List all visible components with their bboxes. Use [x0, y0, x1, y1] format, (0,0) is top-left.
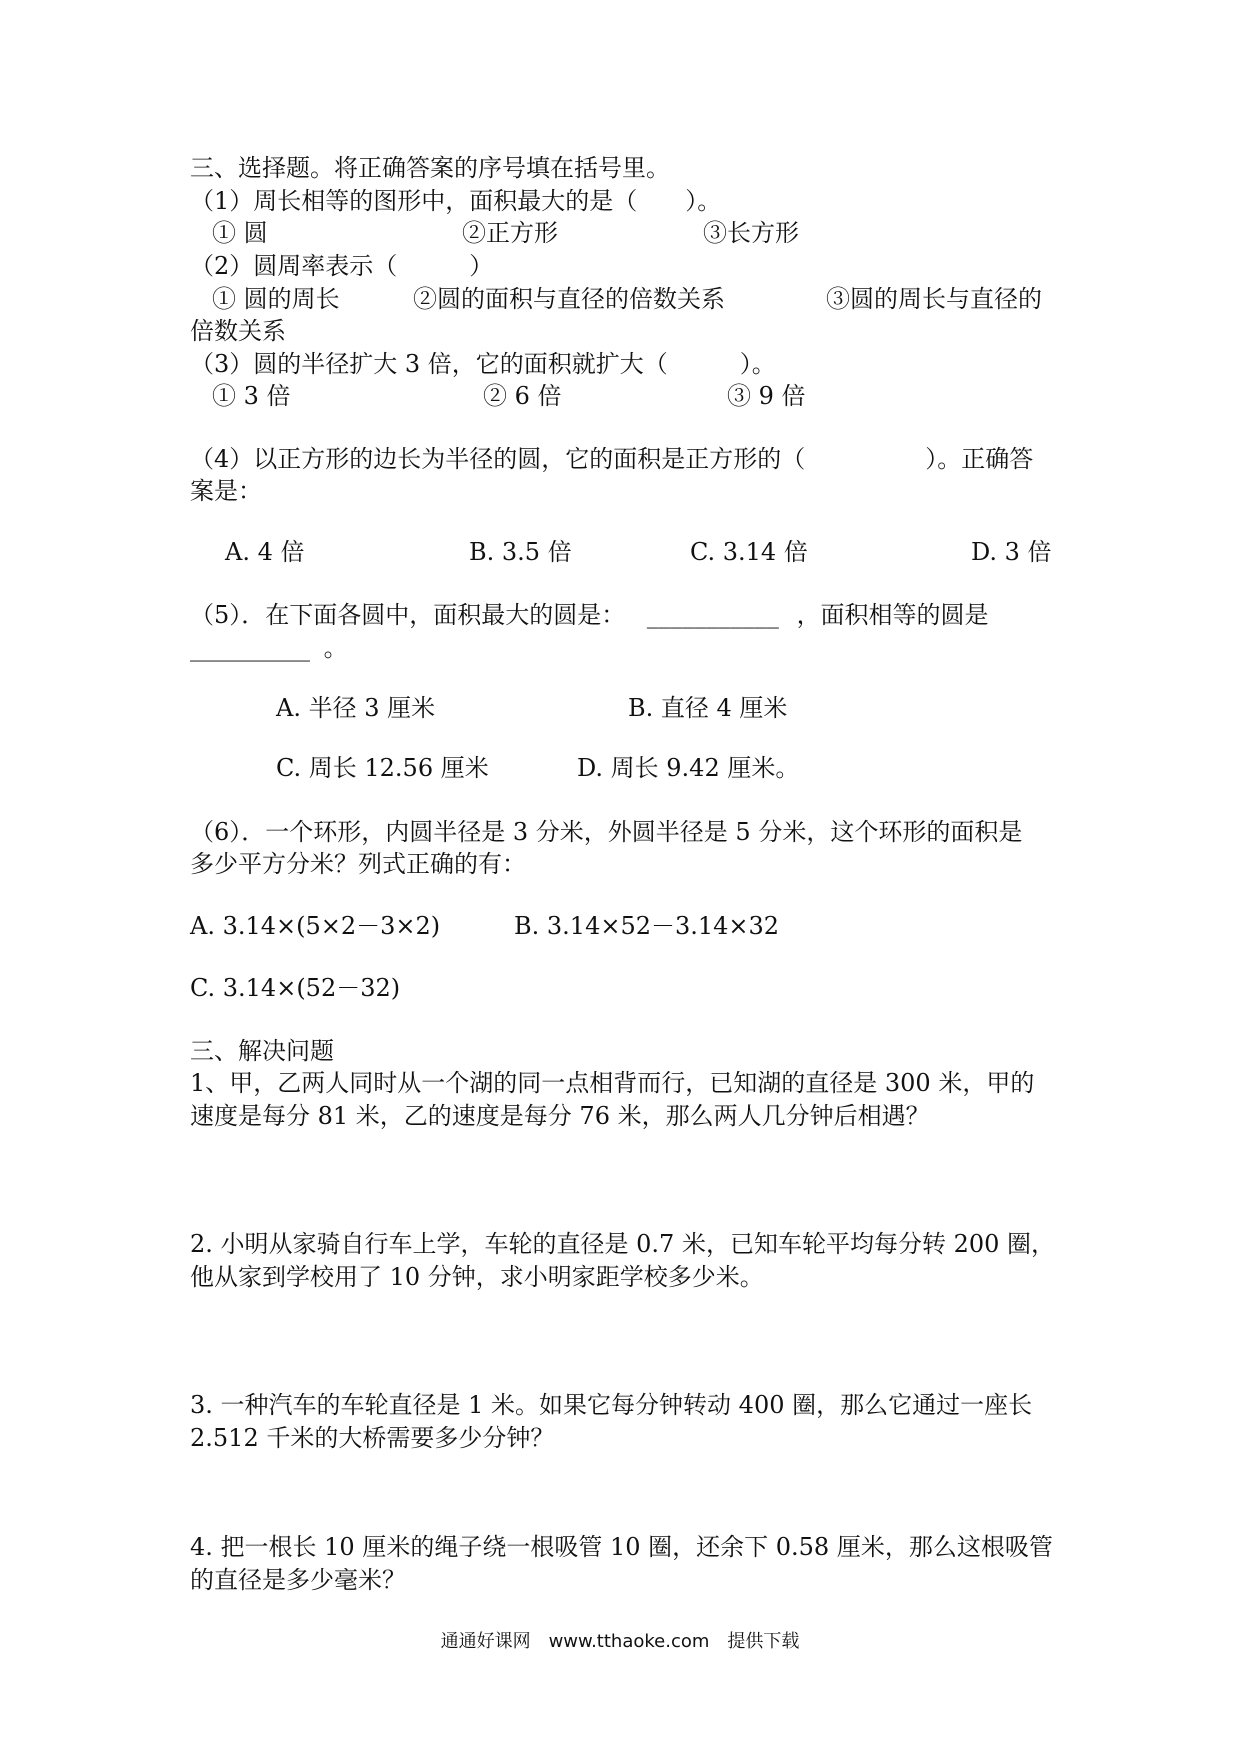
q3-stem: （3）圆的半径扩大 3 倍，它的面积就扩大（ ）。: [190, 350, 776, 378]
q4-continuation: 案是：: [190, 477, 262, 505]
q5-stem-part2: ，面积相等的圆是: [796, 601, 989, 629]
q4-option-c: C. 3.14 倍: [690, 538, 808, 566]
problem-1-line2: 速度是每分 81 米，乙的速度是每分 76 米，那么两人几分钟后相遇？: [190, 1102, 930, 1130]
problem-3-line1: 3. 一种汽车的车轮直径是 1 米。如果它每分钟转动 400 圈，那么它通过一座长: [190, 1391, 1033, 1419]
q5-stem-end: 。: [323, 634, 348, 662]
section-solve-heading: 三、解决问题: [190, 1037, 334, 1065]
q5-option-d: D. 周长 9.42 厘米。: [577, 754, 800, 782]
q5-stem-line1: [190, 600, 989, 630]
q6-option-c: C. 3.14×(52－32): [190, 974, 401, 1002]
problem-3-line2: 2.512 千米的大桥需要多少分钟？: [190, 1424, 555, 1452]
q5-stem-part1: （5）．在下面各圆中，面积最大的圆是：: [190, 601, 626, 629]
q1-option-1: ① 圆: [212, 219, 268, 247]
q6-continuation: 多少平方分米？列式正确的有：: [190, 850, 526, 878]
q3-option-2: ② 6 倍: [483, 382, 562, 410]
q5-option-c: C. 周长 12.56 厘米: [276, 754, 489, 782]
q2-continuation: 倍数关系: [190, 317, 286, 345]
problem-4-line2: 的直径是多少毫米？: [190, 1566, 406, 1594]
page-footer: 通通好课网 www.tthaoke.com 提供下载: [440, 1631, 800, 1652]
problem-1-line1: 1、甲，乙两人同时从一个湖的同一点相背而行，已知湖的直径是 300 米，甲的: [190, 1069, 1035, 1097]
q2-option-2: ②圆的面积与直径的倍数关系: [413, 285, 725, 313]
q5-option-a: A. 半径 3 厘米: [276, 694, 436, 722]
q4-option-b: B. 3.5 倍: [469, 538, 572, 566]
q6-option-b: B. 3.14×52－3.14×32: [514, 912, 780, 940]
q2-stem: （2）圆周率表示（ ）: [190, 252, 494, 280]
q5-blank-largest: ___________: [646, 601, 779, 629]
q3-option-1: ① 3 倍: [212, 382, 291, 410]
q4-option-d: D. 3 倍: [971, 538, 1052, 566]
q6-stem: （6）．一个环形，内圆半径是 3 分米，外圆半径是 5 分米，这个环形的面积是: [190, 818, 1023, 846]
q3-option-3: ③ 9 倍: [727, 382, 806, 410]
q4-stem: （4）以正方形的边长为半径的圆，它的面积是正方形的（ ）。正确答: [190, 445, 1034, 473]
q5-blank-equal: __________: [190, 634, 310, 662]
q4-option-a: A. 4 倍: [225, 538, 305, 566]
problem-2-line2: 他从家到学校用了 10 分钟，求小明家距学校多少米。: [190, 1263, 764, 1291]
q2-option-3: ③圆的周长与直径的: [826, 285, 1042, 313]
q2-option-1: ① 圆的周长: [212, 285, 340, 313]
q5-stem-line2: [190, 633, 348, 663]
problem-4-line1: 4. 把一根长 10 厘米的绳子绕一根吸管 10 圈，还余下 0.58 厘米，那么这根吸管: [190, 1533, 1053, 1561]
q1-option-2: ②正方形: [462, 219, 558, 247]
problem-2-line1: 2. 小明从家骑自行车上学，车轮的直径是 0.7 米，已知车轮平均每分转 200 圈，: [190, 1230, 1056, 1258]
q6-option-a: A. 3.14×(5×2－3×2): [190, 912, 441, 940]
q1-stem: （1）周长相等的图形中，面积最大的是（ ）。: [190, 187, 722, 215]
q1-option-3: ③长方形: [703, 219, 799, 247]
section-choice-heading: 三、选择题。将正确答案的序号填在括号里。: [190, 154, 670, 182]
q5-option-b: B. 直径 4 厘米: [628, 694, 788, 722]
